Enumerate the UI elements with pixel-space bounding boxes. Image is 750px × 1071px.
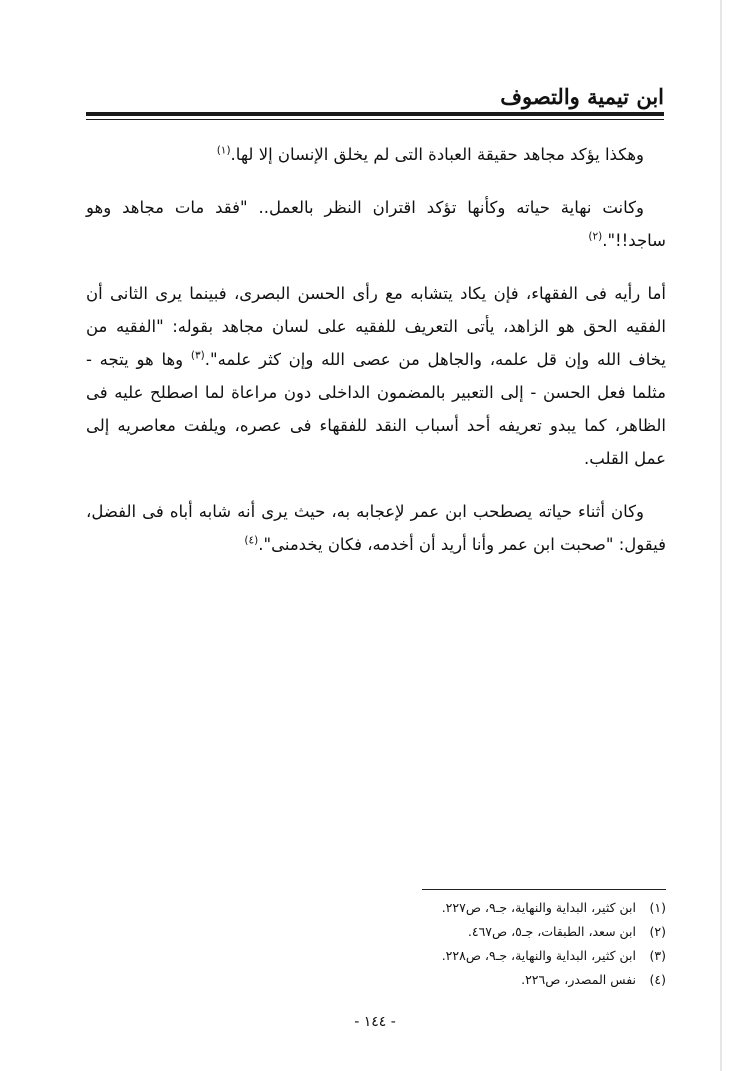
running-title: ابن تيمية والتصوف	[500, 84, 664, 109]
footnote-text: نفس المصدر، ص٢٢٦.	[521, 972, 636, 987]
footnote-number: (٢)	[649, 924, 666, 939]
page-header	[86, 84, 664, 122]
paragraph-text: أما رأيه فى الفقهاء، فإن يكاد يتشابه مع رأى الحسن البصرى، فبينما يرى الثانى أن الفقيه الحق هو الزاهد، يأتى التعريف للفقيه على لسان مجاهد بقوله: "الفقيه من يخاف الله وإن قل علمه، والجاهل من عصى الله وإن كثر علمه".	[86, 284, 666, 369]
paragraph-text: وكان أثناء حياته يصطحب ابن عمر لإعجابه به، حيث يرى أنه شابه أباه فى الفضل، فيقول: "صحبت ابن عمر وأنا أريد أن أخدمه، فكان يخدمنى".	[86, 502, 666, 554]
paragraph	[86, 138, 666, 171]
footnote	[330, 896, 666, 920]
footnote-text: ابن كثير، البداية والنهاية، جـ٩، ص٢٢٧.	[441, 900, 636, 915]
paragraph	[86, 277, 666, 475]
footnote-ref: (٣)	[190, 349, 205, 362]
footnote-number: (٣)	[649, 948, 666, 963]
footnotes-list	[330, 896, 666, 992]
header-rule-thick	[86, 112, 664, 116]
footnote-ref: (٢)	[588, 230, 603, 243]
footnote-number: (١)	[649, 900, 666, 915]
footnote	[330, 968, 666, 992]
header-rule-thin	[86, 119, 664, 120]
footnote-text: ابن كثير، البداية والنهاية، جـ٩، ص٢٢٨.	[441, 948, 636, 963]
page-number: - ١٤٤ -	[354, 1014, 396, 1030]
scan-edge-shadow	[720, 0, 722, 1071]
paragraph-text-continuation: وها هو يتجه - مثلما فعل الحسن - إلى التعبير بالمضمون الداخلى دون مراعاة لما اصطلح عليه فى الظاهر، كما يبدو تعريفه أحد أسباب النقد للفقهاء فى عصره، ويلفت معاصريه إلى عمل القلب.	[86, 350, 666, 468]
footnote	[330, 920, 666, 944]
paragraph-text: وكانت نهاية حياته وكأنها تؤكد اقتران النظر بالعمل.. "فقد مات مجاهد وهو ساجد!!".	[86, 198, 666, 250]
footnote-number: (٤)	[649, 972, 666, 987]
footnote-ref: (٤)	[244, 534, 259, 547]
footnote	[330, 944, 666, 968]
paragraph	[86, 191, 666, 257]
body-text	[86, 138, 666, 581]
paragraph-text: وهكذا يؤكد مجاهد حقيقة العبادة التى لم يخلق الإنسان إلا لها.	[230, 145, 644, 164]
paragraph	[86, 495, 666, 561]
footnote-ref: (١)	[216, 144, 231, 157]
footnote-text: ابن سعد، الطبقات، جـ٥، ص٤٦٧.	[467, 924, 636, 939]
footnote-separator	[422, 889, 666, 890]
